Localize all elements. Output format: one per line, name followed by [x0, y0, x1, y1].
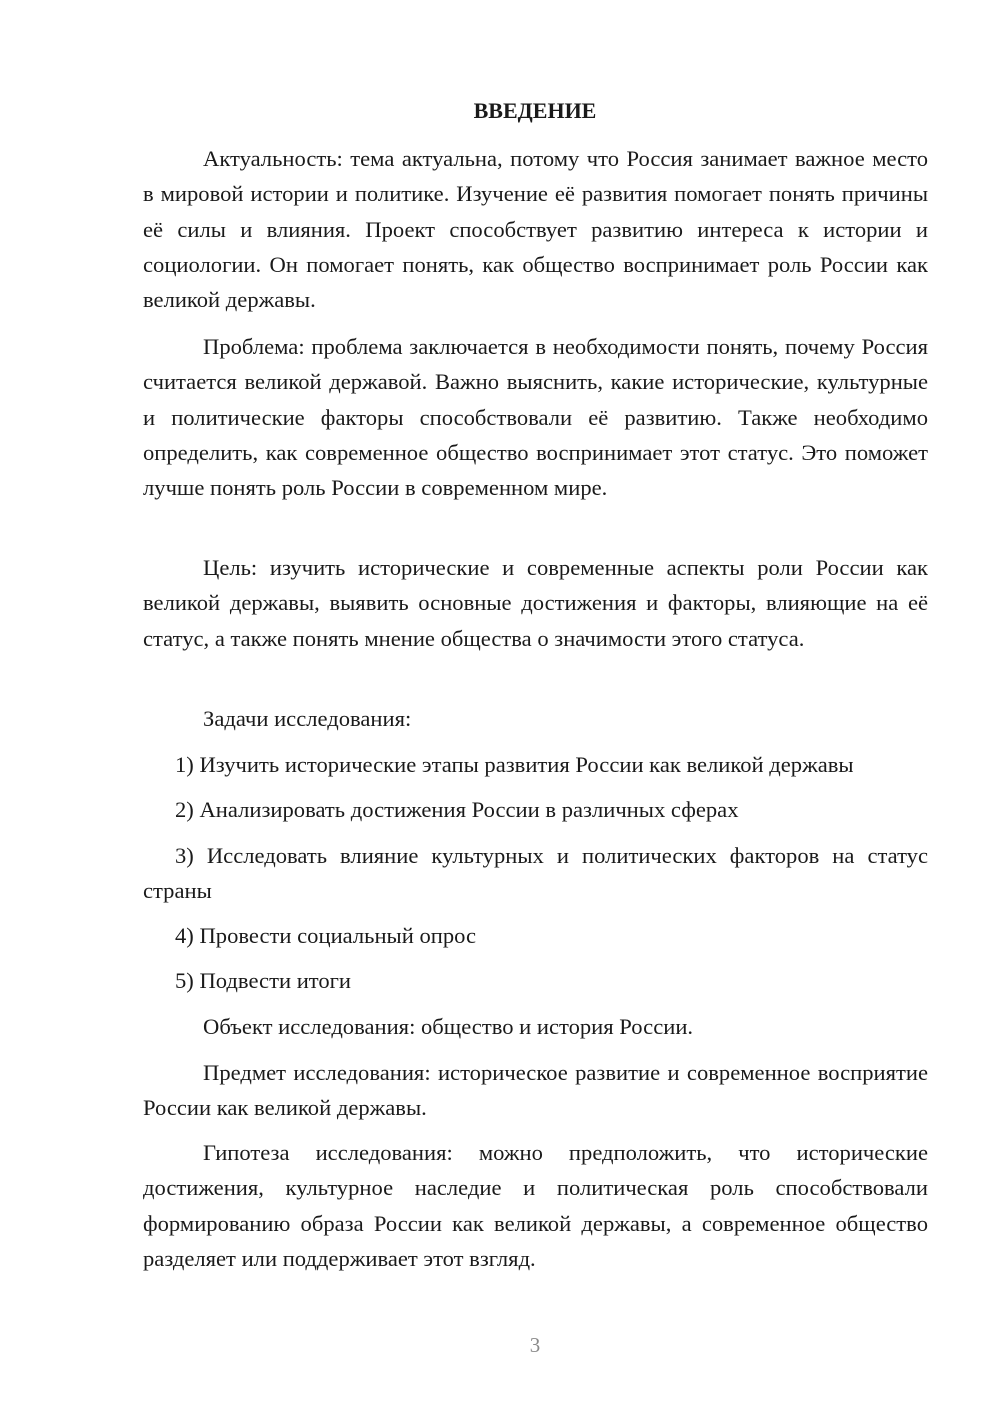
goal-paragraph: Цель: изучить исторические и современные аспекты роли России как великой державы, выявить основные достижения и факторы, влияющие на её статус, а также понять мнение общества о значимости этого статуса. — [143, 555, 928, 651]
page-number: 3 — [529, 1333, 541, 1357]
section-heading: ВВЕДЕНИЕ — [473, 98, 597, 123]
task-item-2: 2) Анализировать достижения России в различных сферах — [175, 797, 739, 822]
task-item-1: 1) Изучить исторические этапы развития России как великой державы — [175, 752, 854, 777]
tasks-heading: Задачи исследования: — [203, 706, 412, 731]
object-paragraph: Объект исследования: общество и история России. — [203, 1014, 694, 1039]
subject-paragraph: Предмет исследования: историческое развитие и современное восприятие России как великой державы. — [143, 1060, 928, 1121]
task-item-5: 5) Подвести итоги — [175, 968, 352, 993]
task-item-4: 4) Провести социальный опрос — [175, 923, 477, 948]
relevance-paragraph: Актуальность: тема актуальна, потому что Россия занимает важное место в мировой истории и политике. Изучение её развития помогает понять причины её силы и влияния. Проект способствует развитию интереса к истории и социологии. Он помогает понять, как общество воспринимает роль России как великой державы. — [143, 146, 928, 313]
problem-paragraph: Проблема: проблема заключается в необходимости понять, почему Россия считается великой державой. Важно выяснить, какие исторические, культурные и политические факторы способствовали её развитию. Также необходимо определить, как современное общество воспринимает этот статус. Это поможет лучше понять роль России в современном мире. — [143, 334, 928, 501]
hypothesis-paragraph: Гипотеза исследования: можно предположить, что исторические достижения, культурное наследие и политическая роль способствовали формированию образа России как великой державы, а современное общество разделяет или поддерживает этот взгляд. — [143, 1140, 928, 1271]
task-item-3: 3) Исследовать влияние культурных и политических факторов на статус страны — [143, 843, 928, 904]
